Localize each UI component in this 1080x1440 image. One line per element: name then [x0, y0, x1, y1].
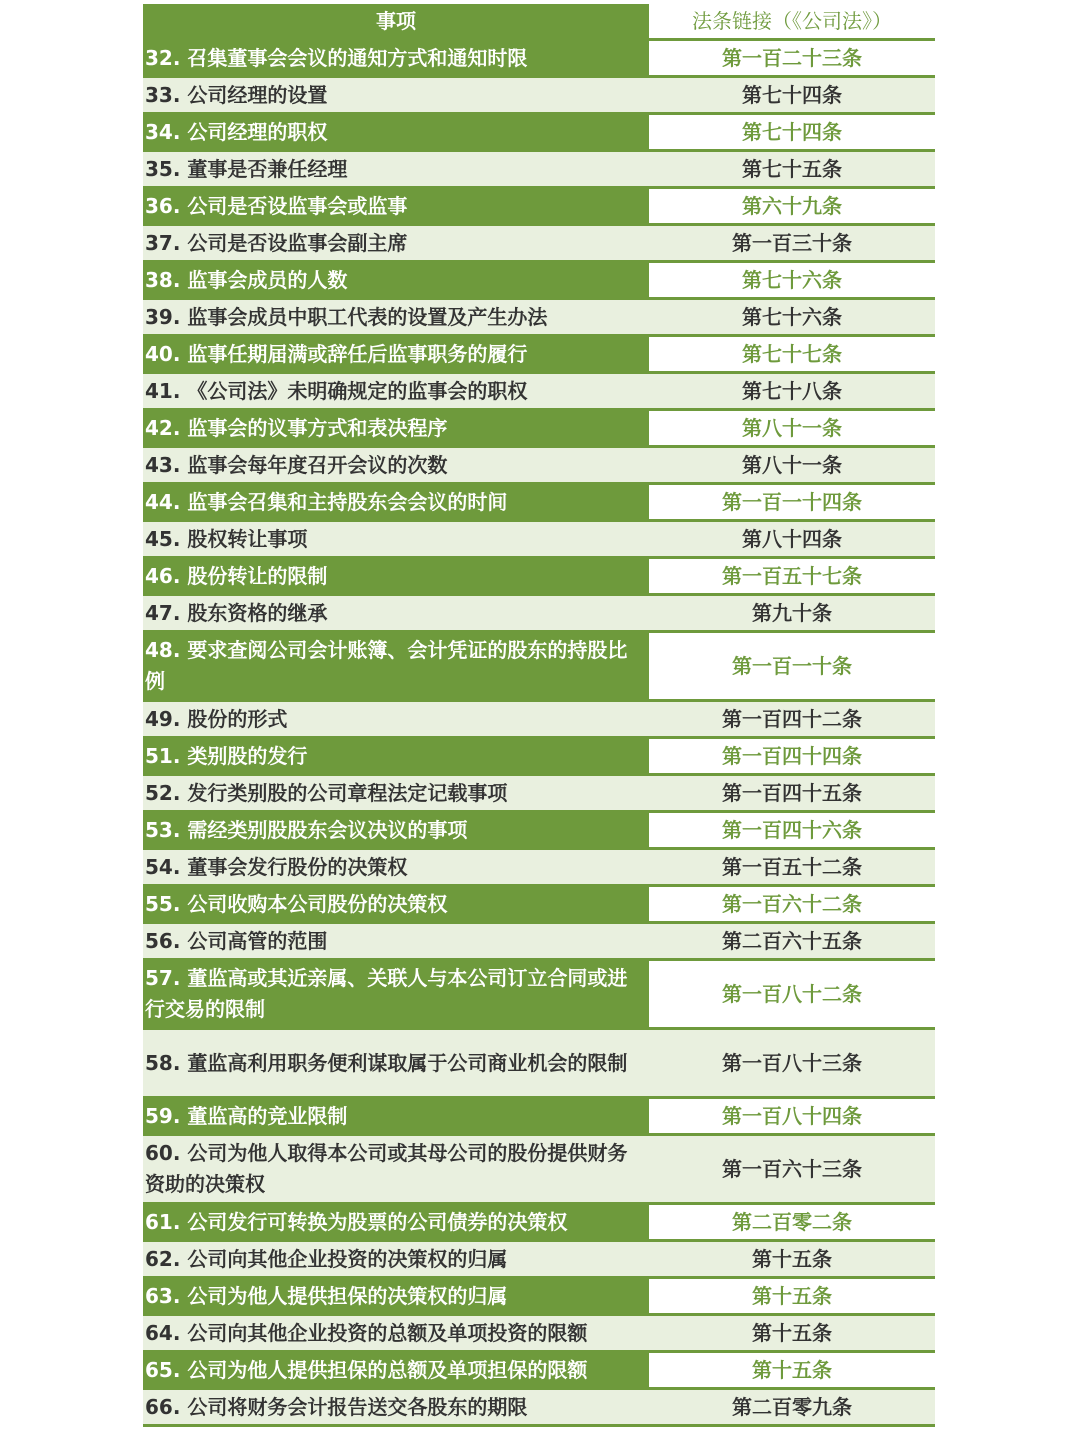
row-article-cell: 第七十四条: [649, 114, 935, 151]
row-article-cell: 第八十一条: [649, 447, 935, 484]
row-article-cell: 第一百六十三条: [649, 1135, 935, 1204]
row-article-cell: 第七十七条: [649, 336, 935, 373]
table-row: [143, 1389, 935, 1426]
table-row: [143, 558, 935, 595]
row-article-cell: 第一百一十四条: [649, 484, 935, 521]
table-row: [143, 1278, 935, 1315]
provisions-table-container: [143, 4, 935, 1427]
row-item-cell: 61. 公司发行可转换为股票的公司债券的决策权: [143, 1204, 649, 1241]
table-row: [143, 960, 935, 1029]
table-row: [143, 336, 935, 373]
provisions-table: [143, 4, 935, 1427]
table-row: [143, 188, 935, 225]
row-article-cell: 第八十一条: [649, 410, 935, 447]
row-item-cell: 39. 监事会成员中职工代表的设置及产生办法: [143, 299, 649, 336]
row-article-cell: 第一百四十六条: [649, 812, 935, 849]
row-item-cell: 63. 公司为他人提供担保的决策权的归属: [143, 1278, 649, 1315]
row-item-cell: 34. 公司经理的职权: [143, 114, 649, 151]
table-row: [143, 484, 935, 521]
row-article-cell: 第一百八十四条: [649, 1098, 935, 1135]
row-item-cell: 60. 公司为他人取得本公司或其母公司的股份提供财务资助的决策权: [143, 1135, 649, 1204]
row-item-cell: 33. 公司经理的设置: [143, 77, 649, 114]
table-row: [143, 299, 935, 336]
row-article-cell: 第一百二十三条: [649, 40, 935, 77]
table-body: [143, 40, 935, 1426]
header-row: [143, 4, 935, 40]
table-row: [143, 1098, 935, 1135]
table-row: [143, 1352, 935, 1389]
table-row: [143, 262, 935, 299]
row-item-cell: 42. 监事会的议事方式和表决程序: [143, 410, 649, 447]
row-item-cell: 48. 要求查阅公司会计账簿、会计凭证的股东的持股比例: [143, 632, 649, 701]
table-row: [143, 77, 935, 114]
row-item-cell: 46. 股份转让的限制: [143, 558, 649, 595]
table-row: [143, 225, 935, 262]
row-article-cell: 第十五条: [649, 1315, 935, 1352]
row-article-cell: 第一百八十二条: [649, 960, 935, 1029]
row-article-cell: 第七十六条: [649, 262, 935, 299]
row-item-cell: 32. 召集董事会会议的通知方式和通知时限: [143, 40, 649, 77]
row-item-cell: 54. 董事会发行股份的决策权: [143, 849, 649, 886]
table-row: [143, 40, 935, 77]
row-article-cell: 第七十五条: [649, 151, 935, 188]
table-row: [143, 775, 935, 812]
table-row: [143, 410, 935, 447]
row-article-cell: 第九十条: [649, 595, 935, 632]
row-article-cell: 第七十四条: [649, 77, 935, 114]
table-row: [143, 923, 935, 960]
table-row: [143, 114, 935, 151]
row-item-cell: 64. 公司向其他企业投资的总额及单项投资的限额: [143, 1315, 649, 1352]
row-item-cell: 36. 公司是否设监事会或监事: [143, 188, 649, 225]
row-item-cell: 38. 监事会成员的人数: [143, 262, 649, 299]
row-item-cell: 35. 董事是否兼任经理: [143, 151, 649, 188]
row-article-cell: 第一百五十二条: [649, 849, 935, 886]
row-item-cell: 44. 监事会召集和主持股东会会议的时间: [143, 484, 649, 521]
table-row: [143, 632, 935, 701]
table-row: [143, 1241, 935, 1278]
table-row: [143, 373, 935, 410]
table-row: [143, 1315, 935, 1352]
table-row: [143, 1204, 935, 1241]
row-item-cell: 53. 需经类别股股东会议决议的事项: [143, 812, 649, 849]
table-row: [143, 1029, 935, 1098]
row-article-cell: 第十五条: [649, 1241, 935, 1278]
table-row: [143, 812, 935, 849]
table-row: [143, 701, 935, 738]
header-item: 事项: [143, 4, 649, 40]
row-article-cell: 第一百四十五条: [649, 775, 935, 812]
table-row: [143, 886, 935, 923]
row-item-cell: 47. 股东资格的继承: [143, 595, 649, 632]
row-article-cell: 第七十八条: [649, 373, 935, 410]
header-article-link: 法条链接（《公司法》）: [649, 4, 935, 40]
row-item-cell: 57. 董监高或其近亲属、关联人与本公司订立合同或进行交易的限制: [143, 960, 649, 1029]
table-row: [143, 1135, 935, 1204]
row-item-cell: 49. 股份的形式: [143, 701, 649, 738]
table-row: [143, 738, 935, 775]
row-article-cell: 第二百零二条: [649, 1204, 935, 1241]
row-article-cell: 第十五条: [649, 1352, 935, 1389]
row-article-cell: 第二百零九条: [649, 1389, 935, 1426]
row-article-cell: 第一百三十条: [649, 225, 935, 262]
table-row: [143, 521, 935, 558]
row-item-cell: 40. 监事任期届满或辞任后监事职务的履行: [143, 336, 649, 373]
row-item-cell: 52. 发行类别股的公司章程法定记载事项: [143, 775, 649, 812]
row-item-cell: 59. 董监高的竞业限制: [143, 1098, 649, 1135]
row-item-cell: 56. 公司高管的范围: [143, 923, 649, 960]
row-article-cell: 第二百六十五条: [649, 923, 935, 960]
row-item-cell: 43. 监事会每年度召开会议的次数: [143, 447, 649, 484]
row-article-cell: 第一百一十条: [649, 632, 935, 701]
row-item-cell: 41. 《公司法》未明确规定的监事会的职权: [143, 373, 649, 410]
table-row: [143, 447, 935, 484]
row-item-cell: 62. 公司向其他企业投资的决策权的归属: [143, 1241, 649, 1278]
row-item-cell: 45. 股权转让事项: [143, 521, 649, 558]
row-item-cell: 66. 公司将财务会计报告送交各股东的期限: [143, 1389, 649, 1426]
row-article-cell: 第十五条: [649, 1278, 935, 1315]
table-row: [143, 595, 935, 632]
table-row: [143, 849, 935, 886]
row-item-cell: 65. 公司为他人提供担保的总额及单项担保的限额: [143, 1352, 649, 1389]
row-article-cell: 第一百四十二条: [649, 701, 935, 738]
table-row: [143, 151, 935, 188]
row-item-cell: 55. 公司收购本公司股份的决策权: [143, 886, 649, 923]
row-item-cell: 58. 董监高利用职务便利谋取属于公司商业机会的限制: [143, 1029, 649, 1098]
row-article-cell: 第一百五十七条: [649, 558, 935, 595]
row-article-cell: 第一百四十四条: [649, 738, 935, 775]
row-item-cell: 37. 公司是否设监事会副主席: [143, 225, 649, 262]
row-item-cell: 51. 类别股的发行: [143, 738, 649, 775]
row-article-cell: 第八十四条: [649, 521, 935, 558]
row-article-cell: 第七十六条: [649, 299, 935, 336]
row-article-cell: 第一百六十二条: [649, 886, 935, 923]
row-article-cell: 第一百八十三条: [649, 1029, 935, 1098]
row-article-cell: 第六十九条: [649, 188, 935, 225]
